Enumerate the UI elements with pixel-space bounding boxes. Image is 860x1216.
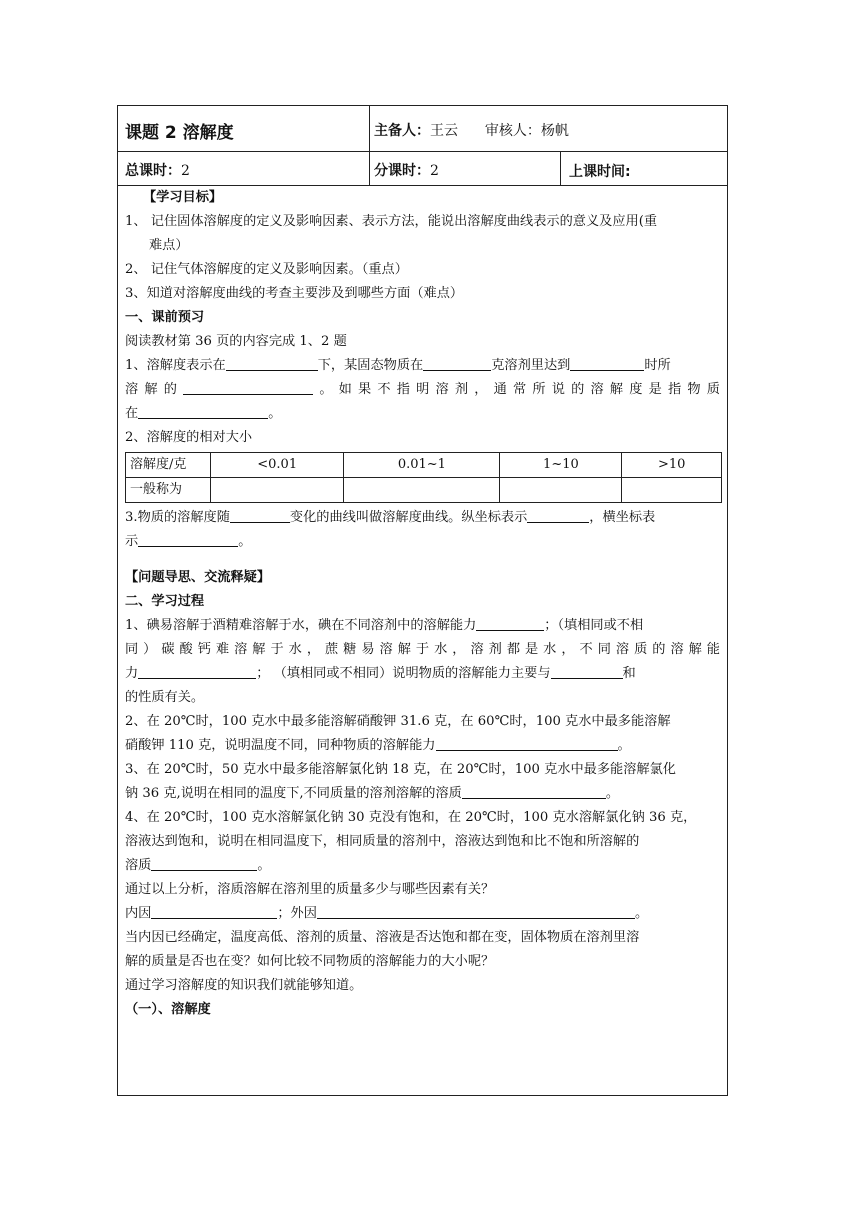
p1-blank-3[interactable] bbox=[551, 663, 623, 679]
q1-text-d: 时所 bbox=[644, 358, 671, 373]
p9: 通过学习溶解度的知识我们就能够知道。 bbox=[125, 978, 363, 993]
external-cause-blank[interactable] bbox=[317, 903, 635, 919]
p4-line1: 4、在 20℃时，100 克水溶解氯化钠 30 克没有饱和，在 20℃时，100 克水溶解氯化钠 36 克， bbox=[125, 810, 697, 825]
p4-text-d: 。 bbox=[257, 858, 271, 873]
internal-cause-blank[interactable] bbox=[151, 903, 277, 919]
q1-text-f: 。如果不指明溶剂，通常所说的溶解度是指物质 bbox=[313, 382, 720, 397]
sub-hours bbox=[374, 160, 439, 180]
p3-text-b: 钠 36 克,说明在相同的温度下,不同质量的溶剂溶解的溶质 bbox=[125, 786, 462, 801]
subsection-heading: （一）、溶解度 bbox=[125, 1002, 211, 1017]
p1-text-e: ； （填相同或不相同）说明物质的溶解能力主要与 bbox=[256, 666, 551, 681]
p3-line2 bbox=[125, 782, 720, 806]
header-divider-2 bbox=[560, 152, 561, 186]
table-cell: >10 bbox=[622, 453, 722, 478]
preparer-info bbox=[374, 120, 569, 140]
q3-blank-1[interactable] bbox=[230, 507, 290, 523]
p6 bbox=[125, 902, 720, 926]
table-cell: 溶解度/克 bbox=[126, 453, 211, 478]
q1-text-h: 。 bbox=[268, 406, 282, 421]
sub-hours-value: 2 bbox=[430, 163, 439, 179]
q1-blank-3[interactable] bbox=[570, 355, 644, 371]
preview-heading: 一、课前预习 bbox=[125, 310, 205, 325]
p2-blank[interactable] bbox=[436, 735, 618, 751]
preview-q3-line2 bbox=[125, 530, 720, 554]
objective-1: 1、 记住固体溶解度的定义及影响因素、表示方法，能说出溶解度曲线表示的意义及应用(重 bbox=[125, 214, 658, 229]
external-cause-label: ；外因 bbox=[277, 906, 317, 921]
solubility-table bbox=[125, 452, 722, 503]
preparer-name: 王云 bbox=[430, 123, 458, 139]
preview-q3-line1 bbox=[125, 506, 720, 530]
p2-line2 bbox=[125, 734, 720, 758]
internal-cause-label: 内因 bbox=[125, 906, 152, 921]
p2-text-c: 。 bbox=[617, 738, 631, 753]
table-answer-cell[interactable] bbox=[500, 478, 622, 503]
q1-text-a: 1、溶解度表示在 bbox=[125, 358, 226, 373]
table-cell: 0.01~1 bbox=[344, 453, 500, 478]
total-hours-label: 总课时： bbox=[125, 163, 181, 179]
q1-text-b: 下，某固态物质在 bbox=[317, 358, 424, 373]
p3-blank[interactable] bbox=[462, 783, 606, 799]
table-answer-cell[interactable] bbox=[622, 478, 722, 503]
q3-text-d: 示 bbox=[125, 534, 139, 549]
lesson-plan-frame bbox=[117, 105, 728, 1096]
q1-blank-2[interactable] bbox=[423, 355, 491, 371]
objectives-heading: 【学习目标】 bbox=[143, 190, 223, 205]
objective-3: 3、知道对溶解度曲线的考查主要涉及到哪些方面（难点） bbox=[125, 286, 464, 301]
q3-blank-3[interactable] bbox=[138, 531, 238, 547]
lesson-body bbox=[125, 186, 720, 1022]
q3-text-e: 。 bbox=[238, 534, 252, 549]
q1-text-g: 在 bbox=[125, 406, 139, 421]
p2-text-b: 硝酸钾 110 克，说明温度不同，同种物质的溶解能力 bbox=[125, 738, 436, 753]
objective-2: 2、 记住气体溶解度的定义及影响因素。（重点） bbox=[125, 262, 408, 277]
preparer-label: 主备人： bbox=[374, 123, 430, 139]
table-row bbox=[126, 478, 722, 503]
preview-intro: 阅读教材第 36 页的内容完成 1、2 题 bbox=[125, 334, 347, 349]
table-cell: 1~10 bbox=[500, 453, 622, 478]
total-hours-value: 2 bbox=[181, 163, 190, 179]
table-cell: 一般称为 bbox=[126, 478, 211, 503]
p4-blank[interactable] bbox=[151, 855, 257, 871]
q3-text-b: 变化的曲线叫做溶解度曲线。纵坐标表示 bbox=[289, 510, 528, 525]
p1-text-f: 和 bbox=[622, 666, 636, 681]
total-hours bbox=[125, 160, 190, 180]
p1-text-d: 力 bbox=[125, 666, 139, 681]
p1-blank-2[interactable] bbox=[138, 663, 256, 679]
p1-text-a: 1、碘易溶解于酒精难溶解于水，碘在不同溶剂中的溶解能力 bbox=[125, 618, 477, 633]
p1-line2: 同）碳酸钙难溶解于水，蔗糖易溶解于水，溶剂都是水，不同溶质的溶解能 bbox=[125, 642, 720, 657]
table-cell: <0.01 bbox=[211, 453, 344, 478]
p3-text-c: 。 bbox=[605, 786, 620, 801]
reviewer-label: 审核人： bbox=[484, 123, 541, 139]
q1-blank-1[interactable] bbox=[226, 355, 318, 371]
preview-q1-line3 bbox=[125, 402, 720, 426]
p1-blank-1[interactable] bbox=[476, 615, 544, 631]
sub-hours-label: 分课时： bbox=[374, 163, 430, 179]
header-divider-1 bbox=[369, 106, 370, 186]
preview-q1-line1 bbox=[125, 354, 720, 378]
class-time-label: 上课时间: bbox=[569, 164, 631, 180]
p2-line1: 2、在 20℃时，100 克水中最多能溶解硝酸钾 31.6 克，在 60℃时，100 克水中最多能溶解 bbox=[125, 714, 671, 729]
q3-text-c: ，横坐标表 bbox=[589, 510, 656, 525]
q3-text-a: 3.物质的溶解度随 bbox=[125, 510, 230, 525]
p1-line4: 的性质有关。 bbox=[125, 690, 205, 705]
q1-text-c: 克溶剂里达到 bbox=[491, 358, 571, 373]
p3-line1: 3、在 20℃时，50 克水中最多能溶解氯化钠 18 克，在 20℃时，100 克水中最多能溶解氯化 bbox=[125, 762, 676, 777]
p1-line3 bbox=[125, 662, 720, 686]
objective-1-cont: 难点） bbox=[149, 238, 189, 253]
process-heading: 二、学习过程 bbox=[125, 594, 205, 609]
reviewer-name: 杨帆 bbox=[540, 123, 569, 139]
p1-line1 bbox=[125, 614, 720, 638]
q1-blank-4[interactable] bbox=[183, 379, 313, 395]
table-row bbox=[126, 453, 722, 478]
p4-text-c: 溶质 bbox=[125, 858, 152, 873]
p1-text-b: ；（填相同或不相 bbox=[544, 618, 644, 633]
q3-blank-2[interactable] bbox=[527, 507, 589, 523]
q1-blank-5[interactable] bbox=[138, 403, 268, 419]
p5: 通过以上分析，溶质溶解在溶剂里的质量多少与哪些因素有关？ bbox=[125, 882, 495, 897]
lesson-title: 课题 2 溶解度 bbox=[125, 123, 234, 143]
inquiry-heading: 【问题导思、交流释疑】 bbox=[125, 570, 271, 585]
q1-text-e: 溶解的 bbox=[125, 382, 184, 397]
p8: 解的质量是否也在变？如何比较不同物质的溶解能力的大小呢？ bbox=[125, 954, 495, 969]
preview-q2: 2、溶解度的相对大小 bbox=[125, 430, 253, 445]
p7: 当内因已经确定，温度高低、溶剂的质量、溶液是否达饱和都在变，固体物质在溶剂里溶 bbox=[125, 930, 640, 945]
p6-end: 。 bbox=[634, 906, 649, 921]
table-answer-cell[interactable] bbox=[211, 478, 344, 503]
table-answer-cell[interactable] bbox=[344, 478, 500, 503]
p4-line2: 溶液达到饱和，说明在相同温度下，相同质量的溶剂中，溶液达到饱和比不饱和所溶解的 bbox=[125, 834, 640, 849]
preview-q1-line2 bbox=[125, 378, 720, 402]
p4-line3 bbox=[125, 854, 720, 878]
